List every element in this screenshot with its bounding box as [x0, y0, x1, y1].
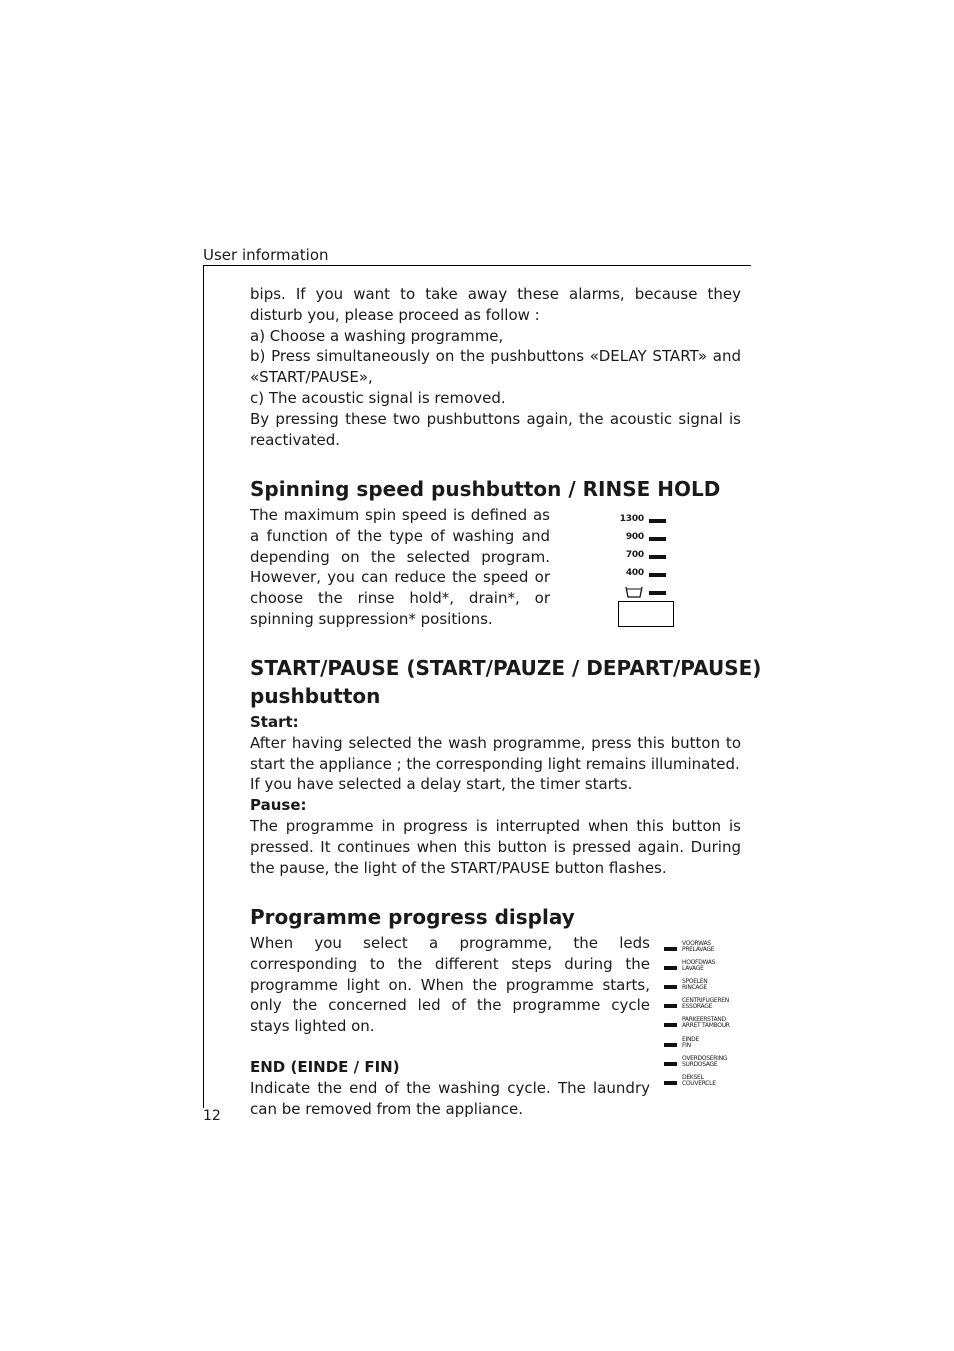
led-indicator — [649, 555, 666, 559]
progress-step — [664, 959, 744, 975]
step-label-fr: RINCAGE — [682, 984, 707, 991]
page-number: 12 — [203, 1108, 221, 1124]
spin-row-rinse-hold — [612, 586, 672, 598]
progress-step — [664, 997, 744, 1013]
start-pause-text — [250, 712, 741, 878]
step-label-nl: PARKEERSTAND — [682, 1016, 726, 1023]
progress-step — [664, 978, 744, 994]
progress-step — [664, 1055, 744, 1071]
spin-row-1300 — [612, 514, 672, 526]
spin-row-700 — [612, 550, 672, 562]
end-heading: END (EINDE / FIN) — [250, 1057, 400, 1076]
intro-line: b) Press simultaneously on the pushbuttons «DELAY START» and «START/PAUSE», — [250, 347, 741, 387]
step-label-fr: ESSORAGE — [682, 1003, 713, 1010]
intro-line: c) The acoustic signal is removed. — [250, 388, 506, 407]
led-indicator — [664, 1062, 677, 1066]
spin-heading: Spinning speed pushbutton / RINSE HOLD — [250, 477, 721, 501]
led-indicator — [664, 1023, 677, 1027]
step-label-nl: SPOELEN — [682, 978, 708, 985]
step-label-fr: ARRET TAMBOUR — [682, 1022, 730, 1029]
intro-text — [250, 284, 741, 450]
step-label-fr: SURDOSAGE — [682, 1061, 718, 1068]
progress-heading: Programme progress display — [250, 905, 575, 929]
section-header: User information — [203, 246, 329, 264]
intro-line: bips. If you want to take away these alarms, because they disturb you, please proceed as follow : — [250, 285, 741, 324]
start-description-2: If you have selected a delay start, the timer starts. — [250, 775, 633, 794]
spin-row-400 — [612, 568, 672, 580]
led-indicator — [664, 1043, 677, 1047]
tub-icon — [625, 586, 643, 598]
step-label-nl: OVERDOSERING — [682, 1055, 728, 1062]
step-label-nl: HOOFDWAS — [682, 959, 716, 966]
step-label-nl: EINDE — [682, 1036, 699, 1043]
step-label-fr: PRELAVAGE — [682, 946, 715, 953]
led-indicator — [664, 985, 677, 989]
led-indicator — [649, 591, 666, 595]
header-divider — [203, 265, 751, 266]
spin-speed-label: 1300 — [619, 514, 644, 524]
spin-speed-label: 700 — [625, 550, 644, 560]
end-description: Indicate the end of the washing cycle. The laundry can be removed from the appliance. — [250, 1078, 650, 1118]
spin-text — [250, 505, 550, 630]
pause-label: Pause: — [250, 796, 307, 815]
spin-speed-label: 900 — [625, 532, 644, 542]
progress-step — [664, 1016, 744, 1032]
led-indicator — [649, 537, 666, 541]
spin-speed-button[interactable] — [618, 601, 674, 627]
progress-step — [664, 1074, 744, 1090]
progress-body: When you select a programme, the leds corresponding to the different steps during the programme light on. When the programme starts, only the concerned led of the programme cycle stays lighted on. — [250, 934, 650, 1036]
spin-speed-label: 400 — [625, 568, 644, 578]
progress-step — [664, 1036, 744, 1052]
led-indicator — [664, 966, 677, 970]
progress-step — [664, 940, 744, 956]
intro-line: a) Choose a washing programme, — [250, 326, 504, 345]
step-label-nl: DEKSEL — [682, 1074, 704, 1081]
step-label-fr: COUVERCLE — [682, 1080, 716, 1087]
start-pause-heading: START/PAUSE (START/PAUZE / DEPART/PAUSE) — [250, 656, 762, 680]
led-indicator — [649, 573, 666, 577]
step-label-fr: FIN — [682, 1042, 691, 1049]
led-indicator — [664, 1081, 677, 1085]
start-description: After having selected the wash programme, press this button to start the appliance ; the corresponding light remains illuminated. — [250, 733, 741, 773]
intro-line: By pressing these two pushbuttons again, the acoustic signal is reactivated. — [250, 409, 741, 449]
pause-description: The programme in progress is interrupted when this button is pressed. It continues when this button is pressed again. During the pause, the light of the START/PAUSE button flashes. — [250, 816, 741, 877]
led-indicator — [649, 519, 666, 523]
step-label-nl: CENTRIFUGEREN — [682, 997, 729, 1004]
start-label: Start: — [250, 713, 299, 731]
step-label-fr: LAVAGE — [682, 965, 704, 972]
led-indicator — [664, 947, 677, 951]
start-pause-heading-cont: pushbutton — [250, 684, 381, 708]
progress-text — [250, 933, 650, 1119]
led-indicator — [664, 1004, 677, 1008]
spin-body: The maximum spin speed is defined as a function of the type of washing and depending on the selected program. However, you can reduce the speed or choose the rinse hold*, drain*, or spinning suppression* positions. — [250, 506, 550, 628]
margin-divider — [203, 265, 204, 1108]
spin-row-900 — [612, 532, 672, 544]
step-label-nl: VOORWAS — [682, 940, 711, 947]
